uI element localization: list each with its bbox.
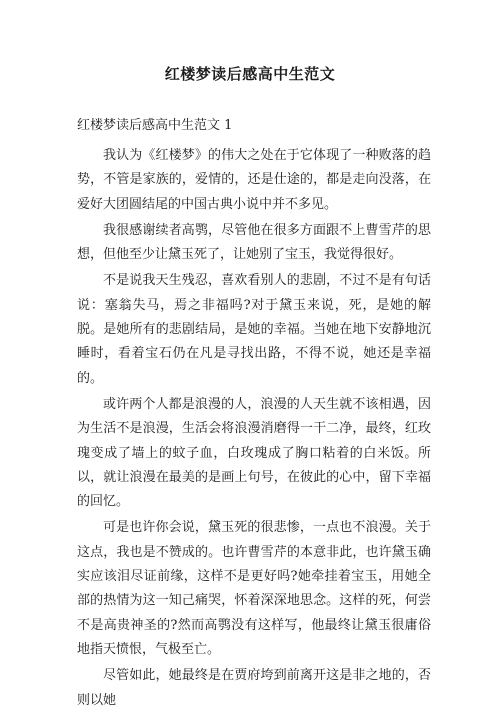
paragraph: 我认为《红楼梦》的伟大之处在于它体现了一种败落的趋势，不管是家族的，爱情的，还是仕途的，都是走向没落，在爱好大团圆结尾的中国古典小说中并不多见。 bbox=[77, 148, 431, 212]
essay-body bbox=[77, 144, 431, 715]
essay-subtitle: 红楼梦读后感高中生范文 1 bbox=[77, 118, 233, 133]
paragraph: 可是也许你会说，黛玉死的很悲惨，一点也不浪漫。关于这点，我也是不赞成的。也许曹雪芹的本意非此，也许黛玉确实应该泪尽证前缘，这样不是更好吗?她牵挂着宝玉，用她全部的热情为这一知己痛哭，怀着深深地思念。这样的死，何尝不是高贵神圣的?然而高鹗没有这样写，他最终让黛玉很庸俗地指天愤恨，气极至亡。 bbox=[77, 520, 431, 657]
paragraph: 尽管如此，她最终是在贾府垮到前离开这是非之地的，否则以她 bbox=[77, 668, 431, 708]
paragraph: 不是说我天生残忍，喜欢看别人的悲剧，不过不是有句话说：塞翁失马，焉之非福吗?对于黛玉来说，死，是她的解脱。是她所有的悲剧结局，是她的幸福。当她在地下安静地沉睡时，看着宝石仍在凡是寻找出路，不得不说，她还是幸福的。 bbox=[77, 273, 431, 386]
paragraph: 或许两个人都是浪漫的人，浪漫的人天生就不该相遇，因为生活不是浪漫，生活会将浪漫消磨得一干二净，最终，红玫瑰变成了墙上的蚊子血，白玫瑰成了胸口粘着的白米饭。所以，就让浪漫在最美的是画上句号，在彼此的心中，留下幸福的回忆。 bbox=[77, 396, 431, 510]
paragraph: 我很感谢续者高鹗，尽管他在很多方面跟不上曹雪芹的思想，但他至少让黛玉死了，让她别了宝玉，我觉得很好。 bbox=[77, 222, 431, 263]
document-title: 红楼梦读后感高中生范文 bbox=[164, 65, 336, 83]
